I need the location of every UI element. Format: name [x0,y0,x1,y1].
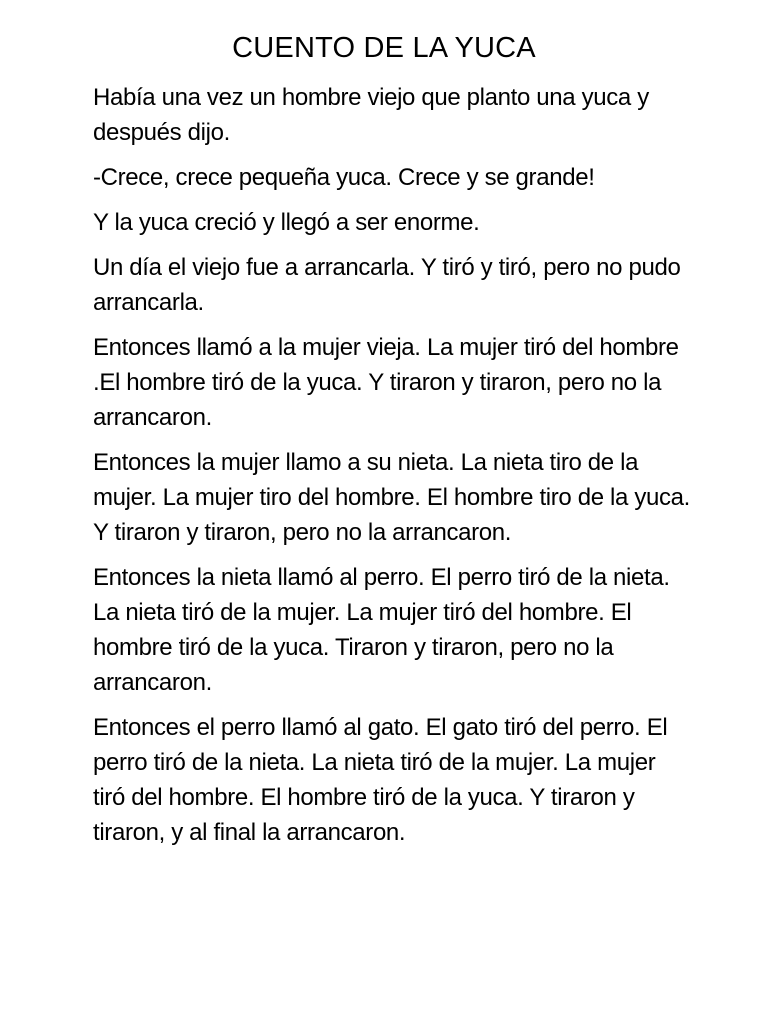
paragraph: Entonces el perro llamó al gato. El gato tiró del perro. El perro tiró de la nieta. La nieta tiró de la mujer. La mujer tiró del hombre. El hombre tiró de la yuca. Y tiraron y tiraron, y al final la arrancaron. [93,714,668,846]
paragraph: Había una vez un hombre viejo que planto una yuca y después dijo. [93,84,649,146]
paragraph: Entonces la mujer llamo a su nieta. La nieta tiro de la mujer. La mujer tiro del hombre. El hombre tiro de la yuca. Y tiraron y tiraron, pero no la arrancaron. [93,449,690,546]
paragraph: Y la yuca creció y llegó a ser enorme. [93,209,480,236]
paragraph: -Crece, crece pequeña yuca. Crece y se grande! [93,164,595,191]
document-title: CUENTO DE LA YUCA [232,32,536,64]
paragraph: Un día el viejo fue a arrancarla. Y tiró y tiró, pero no pudo arrancarla. [93,254,681,316]
document-body [93,80,693,860]
paragraph: Entonces la nieta llamó al perro. El perro tiró de la nieta. La nieta tiró de la mujer. La mujer tiró del hombre. El hombre tiró de la yuca. Tiraron y tiraron, pero no la arrancaron. [93,564,670,696]
paragraph: Entonces llamó a la mujer vieja. La mujer tiró del hombre .El hombre tiró de la yuca. Y tiraron y tiraron, pero no la arrancaron. [93,334,679,431]
